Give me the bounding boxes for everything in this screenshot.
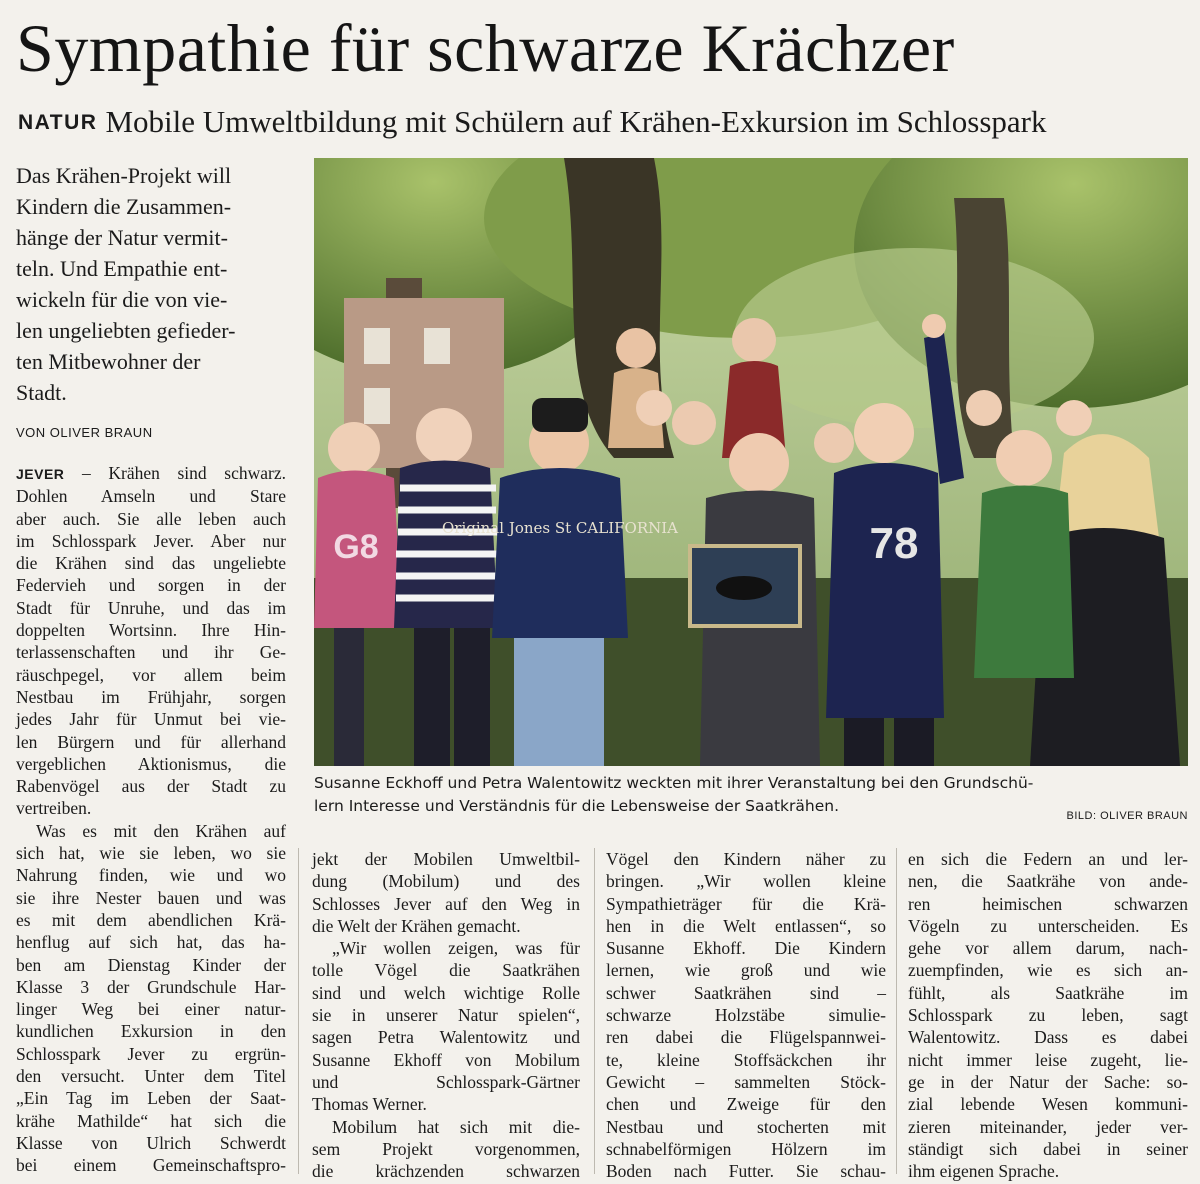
text-line: krähe Mathilde“ hat sich die xyxy=(16,1110,286,1131)
text-line: vertreiben. xyxy=(16,798,92,819)
shirt-print-text: Original Jones St CALIFORNIA xyxy=(441,519,679,537)
text-line: aber auch. Sie alle leben auch xyxy=(16,508,286,529)
text-line: Susanne Ekhoff. Die Kindern xyxy=(606,938,886,959)
teaser-line: Das Krähen-Projekt will xyxy=(16,163,232,188)
text-line: hen in die Welt entlassen“, so xyxy=(606,915,886,936)
text-line: gehe vor allem darum, nach- xyxy=(908,938,1188,959)
text-line: te, kleine Stoffsäckchen ihr xyxy=(606,1049,886,1070)
text-line: es mit dem abendlichen Krä- xyxy=(16,909,286,930)
text-line: fühlt, als Saatkrähe im xyxy=(908,982,1188,1003)
lead-text: – Krähen sind schwarz. xyxy=(64,463,286,483)
text-line: chen und Zweige für den xyxy=(606,1094,886,1115)
text-line: Nahrung finden, wie und wo xyxy=(16,865,286,886)
text-line: und Schlosspark-Gärtner xyxy=(312,1071,580,1092)
photo-credit: BILD: OLIVER BRAUN xyxy=(1066,810,1188,822)
text-line: ihm eigenen Sprache. xyxy=(908,1161,1060,1182)
text-line: en sich die Federn an und ler- xyxy=(908,849,1188,869)
teaser-line: ten Mitbewohner der xyxy=(16,349,201,374)
caption-line: Susanne Eckhoff und Petra Walentowitz weckten mit ihrer Veranstaltung bei den Grundschü- xyxy=(314,774,1034,792)
text-line: jedes Jahr für Unmut bei vie- xyxy=(16,709,286,730)
text-line: kundlichen Exkursion in den xyxy=(16,1021,286,1042)
text-line: schwarze Holzstäbe simulie- xyxy=(606,1005,886,1026)
text-line: Vögel den Kindern näher zu xyxy=(606,849,886,869)
text-line: nen, die Saatkrähe von ande- xyxy=(908,871,1188,892)
text-line: doppelten Wortsinn. Ihre Hin- xyxy=(16,620,286,641)
column-divider xyxy=(594,848,595,1174)
caption-line: lern Interesse und Verständnis für die Lebensweise der Saatkrähen. xyxy=(314,797,840,815)
text-line: Klasse von Ulrich Schwerdt xyxy=(16,1132,286,1153)
text-line: Schlosspark Jever zu ergrün- xyxy=(16,1043,286,1064)
text-line: tolle Vögel die Saatkrähen xyxy=(312,960,580,981)
text-line xyxy=(16,462,286,485)
text-line: Rabenvögel aus der Stadt zu xyxy=(16,776,286,797)
text-line: Nestbau und stocherten mit xyxy=(606,1116,886,1137)
shirt-number-text: 78 xyxy=(869,519,919,568)
text-line: die krächzenden schwarzen xyxy=(312,1161,580,1182)
text-line: bei einem Gemeinschaftspro- xyxy=(16,1155,286,1176)
text-line: zuempfinden, wie es sich an- xyxy=(908,960,1188,981)
article-photo xyxy=(314,158,1188,766)
text-line: Sympathieträger für die Krä- xyxy=(606,893,886,914)
teaser-line: wickeln für die von vie- xyxy=(16,287,228,312)
text-line: zial lebende Wesen kommuni- xyxy=(908,1094,1188,1115)
column-divider xyxy=(896,848,897,1174)
text-line: Dohlen Amseln und Stare xyxy=(16,486,286,507)
text-line: sich hat, wie sie leben, wo sie xyxy=(16,843,286,864)
text-line: ge in der Natur der Sache: so- xyxy=(908,1071,1188,1092)
section-kicker: NATUR xyxy=(18,111,98,134)
text-line: ben am Dienstag Kinder der xyxy=(16,954,286,975)
text-line: Susanne Ekhoff von Mobilum xyxy=(312,1049,580,1070)
subheadline-text: Mobile Umweltbildung mit Schülern auf Krähen-Exkursion im Schlosspark xyxy=(105,104,1047,139)
text-line: Nestbau im Frühjahr, sorgen xyxy=(16,686,286,707)
text-line: Vögeln zu unterscheiden. Es xyxy=(908,915,1188,936)
article-column-4 xyxy=(908,848,1188,1182)
text-line: Was es mit den Krähen auf xyxy=(36,820,286,841)
photo-caption xyxy=(314,772,1190,818)
text-line: vergeblichen Aktionismus, die xyxy=(16,753,286,774)
byline: VON OLIVER BRAUN xyxy=(16,425,153,440)
text-line: sie ihre Nester bauen und was xyxy=(16,887,286,908)
text-line: Boden nach Futter. Sie schau- xyxy=(606,1161,886,1182)
text-line: ständigt sich dabei in seiner xyxy=(908,1138,1188,1159)
text-line: schnabelförmigen Hölzern im xyxy=(606,1138,886,1159)
text-line: Federvieh und sorgen in der xyxy=(16,575,286,596)
text-line: linger Weg bei einer natur- xyxy=(16,999,286,1020)
text-line: henflug auf sich hat, das ha- xyxy=(16,932,286,953)
teaser-text xyxy=(16,160,296,408)
text-line: ren dabei die Flügelspannwei- xyxy=(606,1027,886,1048)
text-line: Mobilum hat sich mit die- xyxy=(332,1116,580,1137)
text-line: die Welt der Krähen gemacht. xyxy=(312,915,521,936)
dateline: JEVER xyxy=(16,466,65,482)
text-line: „Ein Tag im Leben der Saat- xyxy=(16,1088,286,1109)
article-headline: Sympathie für schwarze Krächzer xyxy=(16,10,955,86)
photo-children-in-park xyxy=(314,158,1188,766)
text-line: den versucht. Unter dem Titel xyxy=(16,1066,286,1087)
teaser-line: teln. Und Empathie ent- xyxy=(16,256,228,281)
text-line: im Schlosspark Jever. Aber nur xyxy=(16,530,286,551)
text-line: len Bürgern und für allerhand xyxy=(16,731,286,752)
text-line: Klasse 3 der Grundschule Har- xyxy=(16,976,286,997)
text-line: die Krähen sind das ungeliebte xyxy=(16,553,286,574)
teaser-line: len ungeliebten gefieder- xyxy=(16,318,236,343)
text-line: räuschpegel, vor allem beim xyxy=(16,664,286,685)
text-line: lernen, wie groß und wie xyxy=(606,960,886,981)
text-line: schwer Saatkrähen sind – xyxy=(606,982,886,1003)
teaser-line: Stadt. xyxy=(16,380,67,405)
text-line: ren heimischen schwarzen xyxy=(908,893,1188,914)
text-line: dung (Mobilum) und des xyxy=(312,871,580,892)
text-line: sagen Petra Walentowitz und xyxy=(312,1027,580,1048)
shirt-letters-text: G8 xyxy=(333,528,379,566)
text-line: sind und welch wichtige Rolle xyxy=(312,982,580,1003)
text-line: zieren miteinander, jeder ver- xyxy=(908,1116,1188,1137)
article-column-3 xyxy=(606,848,886,1182)
text-line: Walentowitz. Dass es dabei xyxy=(908,1027,1188,1048)
text-line: Schlosses Jever auf den Weg in xyxy=(312,893,580,914)
text-line: Stadt für Unruhe, und das im xyxy=(16,597,286,618)
teaser-line: Kindern die Zusammen- xyxy=(16,194,232,219)
article-column-2 xyxy=(312,848,580,1182)
text-line: bringen. „Wir wollen kleine xyxy=(606,871,886,892)
text-line: terlassenschaften und ihr Ge- xyxy=(16,642,286,663)
text-line: sem Projekt vorgenommen, xyxy=(312,1138,580,1159)
article-column-1 xyxy=(16,462,286,1177)
column-divider xyxy=(298,848,299,1174)
text-line: sie in unserer Natur spielen“, xyxy=(312,1005,580,1026)
text-line: Schlosspark zu leben, sagt xyxy=(908,1005,1188,1026)
teaser-line: hänge der Natur vermit- xyxy=(16,225,228,250)
text-line: nicht immer leise zugeht, lie- xyxy=(908,1049,1188,1070)
text-line: Thomas Werner. xyxy=(312,1094,427,1115)
text-line: „Wir wollen zeigen, was für xyxy=(332,938,580,959)
text-line: jekt der Mobilen Umweltbil- xyxy=(312,849,580,869)
article-subheadline xyxy=(18,102,1194,143)
text-line: Gewicht – sammelten Stöck- xyxy=(606,1071,886,1092)
